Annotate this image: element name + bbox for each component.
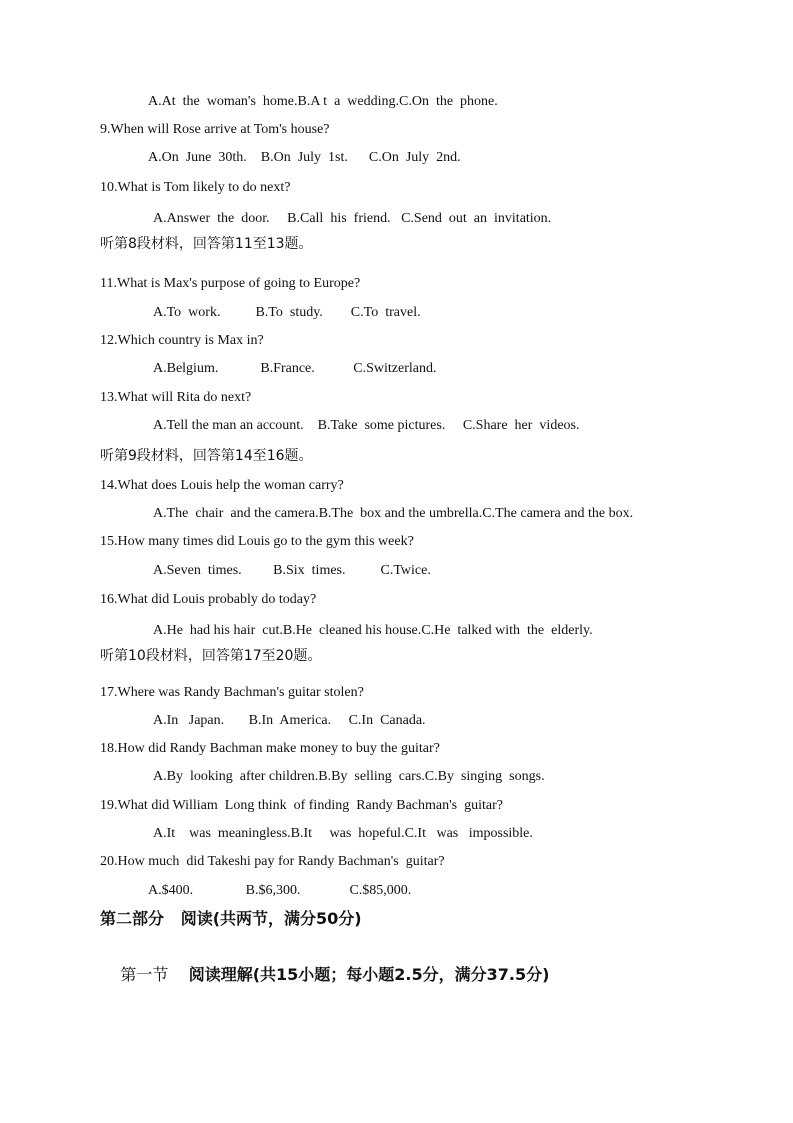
section-1-heading bbox=[100, 945, 549, 1005]
question-11-options: A.To work. B.To study. C.To travel. bbox=[153, 305, 421, 320]
question-20: 20.How much did Takeshi pay for Randy Bachman's guitar? bbox=[100, 854, 445, 869]
question-9: 9.When will Rose arrive at Tom's house? bbox=[100, 122, 330, 137]
question-13: 13.What will Rita do next? bbox=[100, 390, 252, 405]
question-12-options: A.Belgium. B.France. C.Switzerland. bbox=[153, 361, 437, 376]
section-1-title: 阅读理解(共15小题；每小题2.5分，满分37.5分) bbox=[188, 965, 550, 984]
section-8-instruction: 听第8段材料，回答第11至13题。 bbox=[100, 236, 313, 252]
question-11: 11.What is Max's purpose of going to Europe? bbox=[100, 276, 361, 291]
question-15-options: A.Seven times. B.Six times. C.Twice. bbox=[153, 563, 431, 578]
question-17-options: A.In Japan. B.In America. C.In Canada. bbox=[153, 713, 426, 728]
question-13-options: A.Tell the man an account. B.Take some pictures. C.Share her videos. bbox=[153, 418, 580, 433]
question-19: 19.What did William Long think of finding Randy Bachman's guitar? bbox=[100, 798, 503, 813]
question-15: 15.How many times did Louis go to the gym this week? bbox=[100, 534, 414, 549]
question-10-options: A.Answer the door. B.Call his friend. C.Send out an invitation. bbox=[153, 211, 552, 226]
question-14: 14.What does Louis help the woman carry? bbox=[100, 478, 344, 493]
question-18: 18.How did Randy Bachman make money to buy the guitar? bbox=[100, 741, 440, 756]
section-9-instruction: 听第9段材料，回答第14至16题。 bbox=[100, 448, 313, 464]
question-16: 16.What did Louis probably do today? bbox=[100, 592, 317, 607]
section-10-instruction: 听第10段材料，回答第17至20题。 bbox=[100, 648, 322, 664]
question-9-options: A.On June 30th. B.On July 1st. C.On July 2nd. bbox=[148, 150, 461, 165]
question-10: 10.What is Tom likely to do next? bbox=[100, 180, 291, 195]
section-1-label: 第一节 bbox=[120, 965, 169, 984]
question-8-options: A.At the woman's home.B.A t a wedding.C.On the phone. bbox=[148, 94, 498, 109]
question-20-options: A.$400. B.$6,300. C.$85,000. bbox=[148, 883, 412, 898]
question-16-options: A.He had his hair cut.B.He cleaned his house.C.He talked with the elderly. bbox=[153, 623, 593, 638]
question-17: 17.Where was Randy Bachman's guitar stolen? bbox=[100, 685, 364, 700]
question-18-options: A.By looking after children.B.By selling cars.C.By singing songs. bbox=[153, 769, 545, 784]
question-19-options: A.It was meaningless.B.It was hopeful.C.It was impossible. bbox=[153, 826, 533, 841]
question-14-options: A.The chair and the camera.B.The box and the umbrella.C.The camera and the box. bbox=[153, 506, 634, 521]
question-12: 12.Which country is Max in? bbox=[100, 333, 264, 348]
part-2-heading: 第二部分 阅读(共两节，满分50分) bbox=[100, 909, 362, 928]
